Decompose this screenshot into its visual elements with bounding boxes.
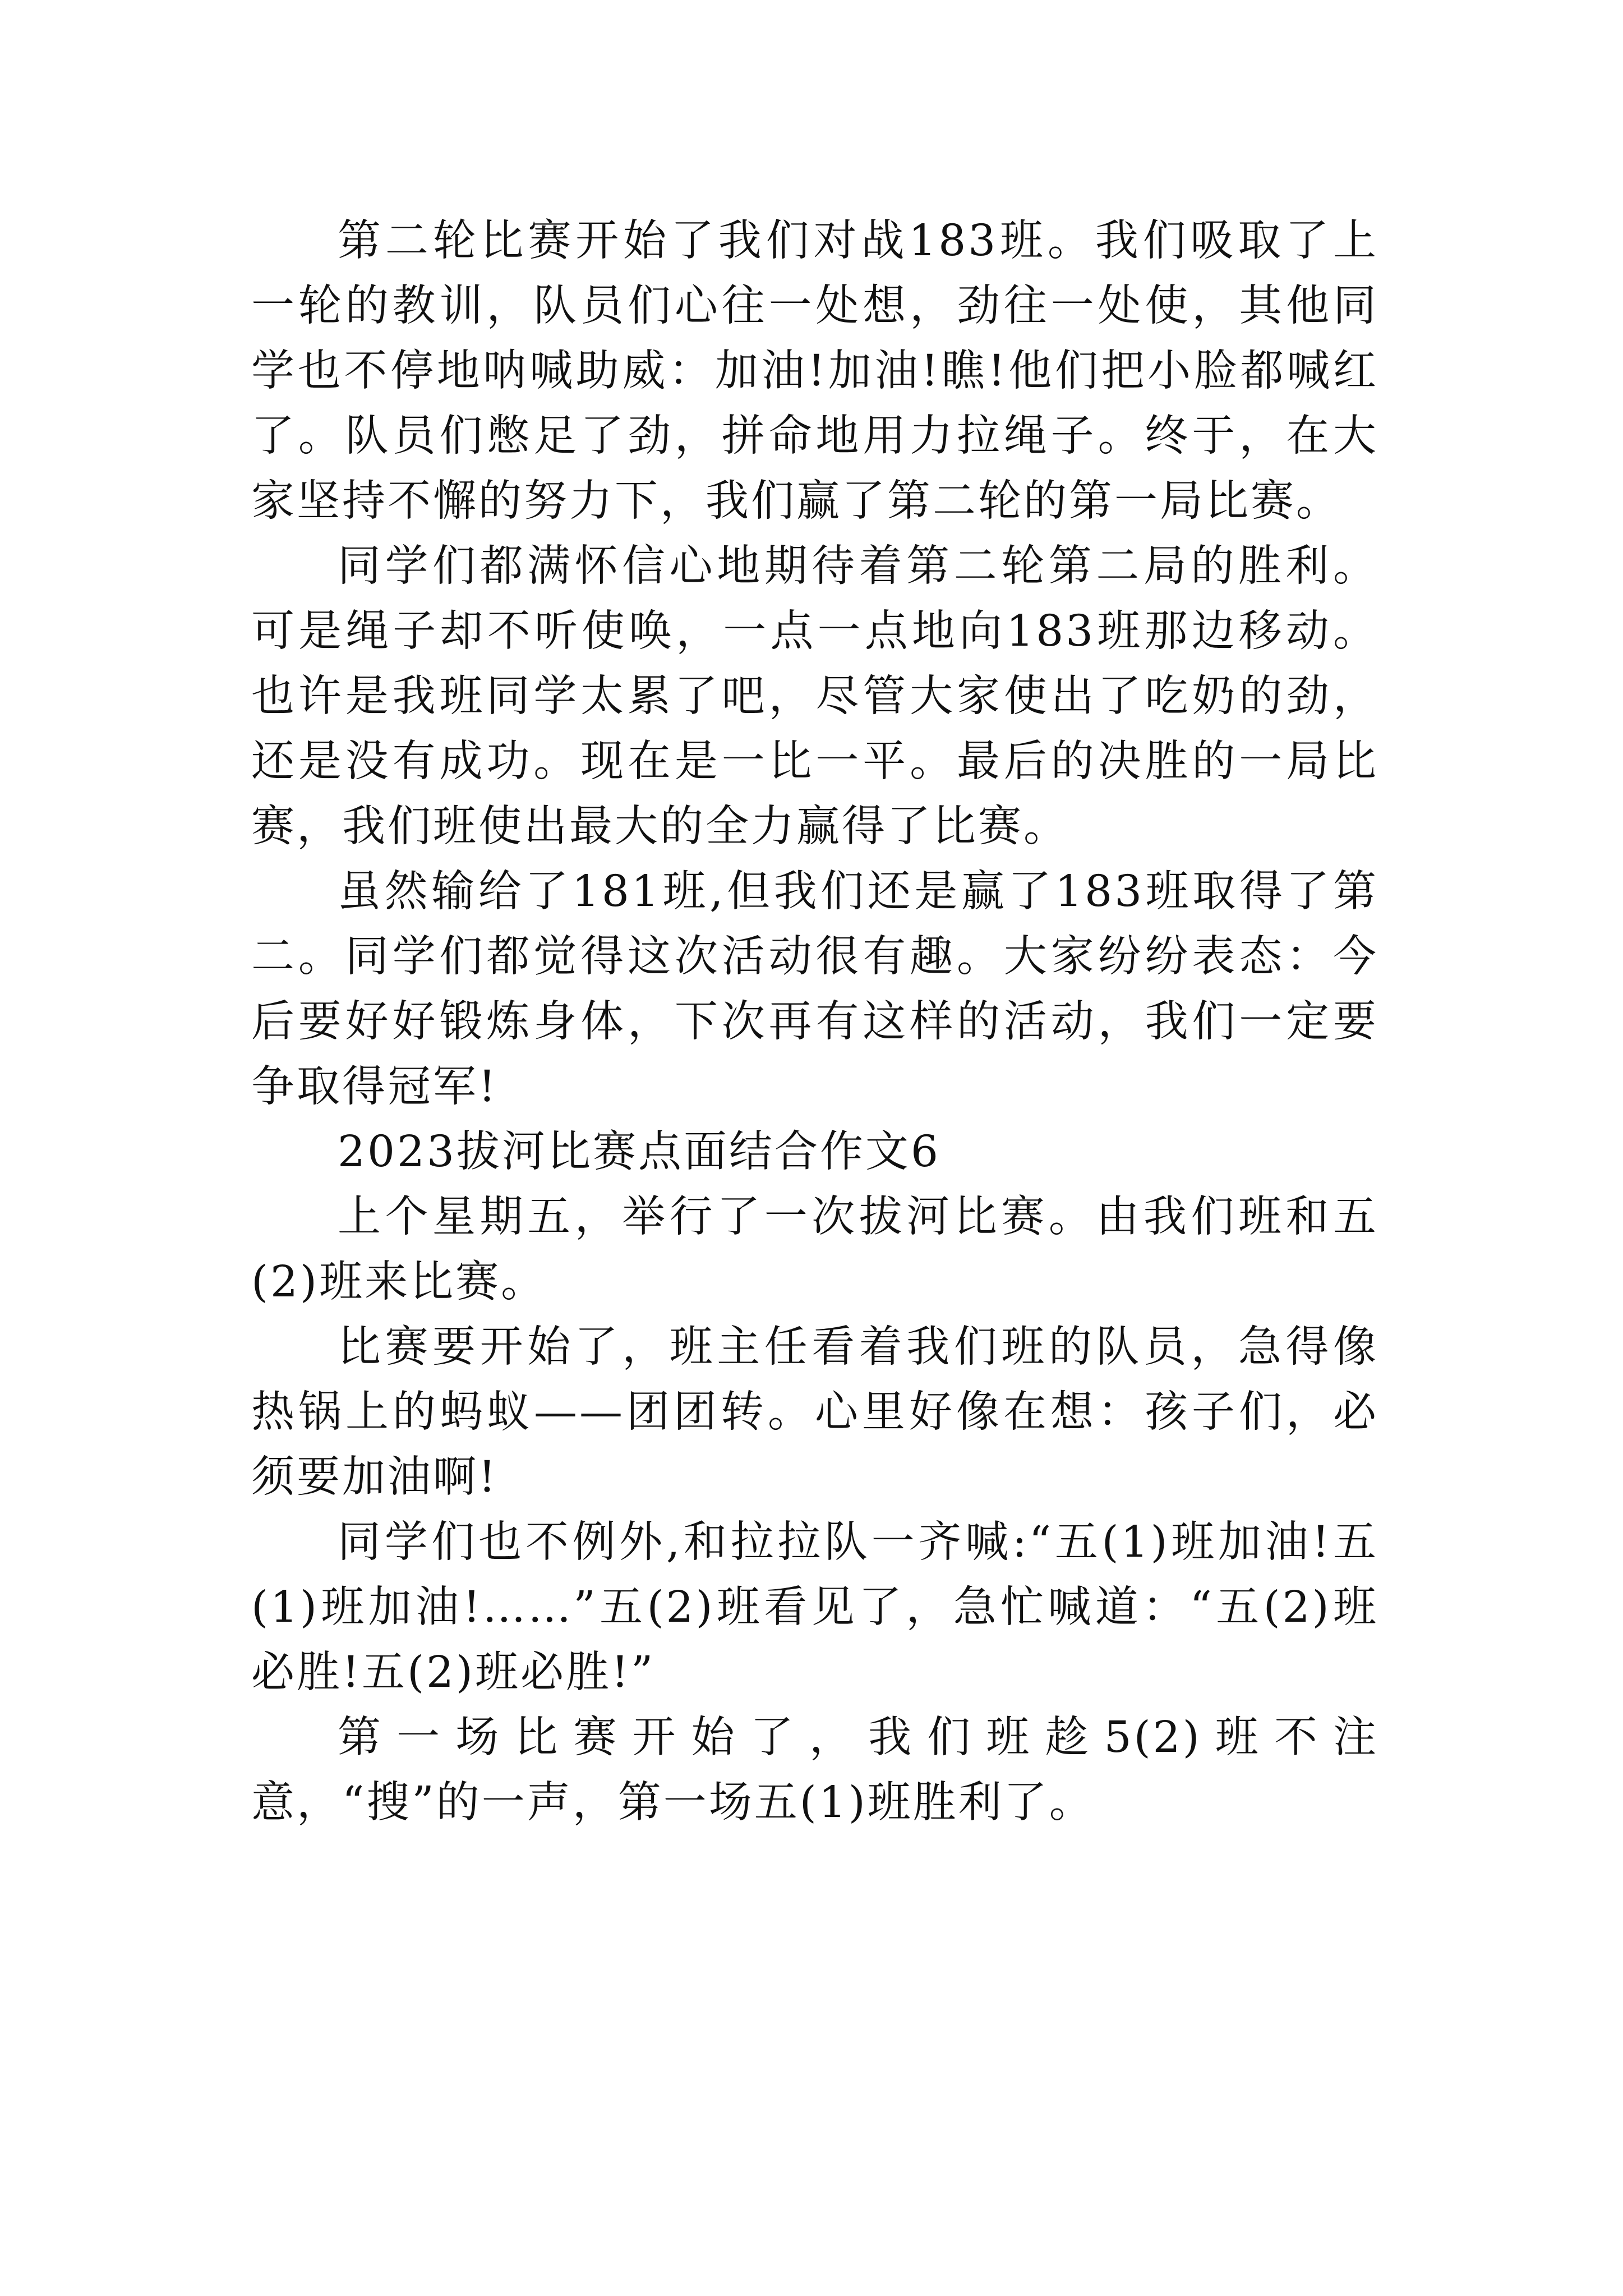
- paragraph-conclusion: 虽然输给了181班,但我们还是赢了183班取得了第二。同学们都觉得这次活动很有趣。大家纷纷表态：今后要好好锻炼身体，下次再有这样的活动，我们一定要争取得冠军!: [251, 867, 1378, 1112]
- paragraph-intro: 上个星期五，举行了一次拔河比赛。由我们班和五(2)班来比赛。: [251, 1192, 1378, 1307]
- paragraph-round-two-second-game: 同学们都满怀信心地期待着第二轮第二局的胜利。可是绳子却不听使唤，一点一点地向183班那边移动。也许是我班同学太累了吧，尽管大家使出了吃奶的劲，还是没有成功。现在是一比一平。最后的决胜的一局比赛，我们班使出最大的全力赢得了比赛。: [251, 541, 1378, 852]
- paragraph-teacher: 比赛要开始了，班主任看着我们班的队员，急得像热锅上的蚂蚁——团团转。心里好像在想：孩子们，必须要加油啊!: [251, 1322, 1378, 1502]
- paragraph-cheering: 同学们也不例外,和拉拉队一齐喊:“五(1)班加油!五(1)班加油!……”五(2)班看见了，急忙喊道：“五(2)班必胜!五(2)班必胜!”: [251, 1517, 1378, 1697]
- paragraph-first-game: 第一场比赛开始了，我们班趁5(2)班不注意，“搜”的一声，第一场五(1)班胜利了。: [251, 1713, 1378, 1828]
- paragraph-round-two: 第二轮比赛开始了我们对战183班。我们吸取了上一轮的教训，队员们心往一处想，劲往一处使，其他同学也不停地呐喊助威：加油!加油!瞧!他们把小脸都喊红了。队员们憋足了劲，拼命地用力拉绳子。终于，在大家坚持不懈的努力下，我们赢了第二轮的第一局比赛。: [251, 216, 1378, 526]
- section-heading: 2023拔河比赛点面结合作文6: [338, 1127, 940, 1177]
- document-body: [251, 209, 1378, 1835]
